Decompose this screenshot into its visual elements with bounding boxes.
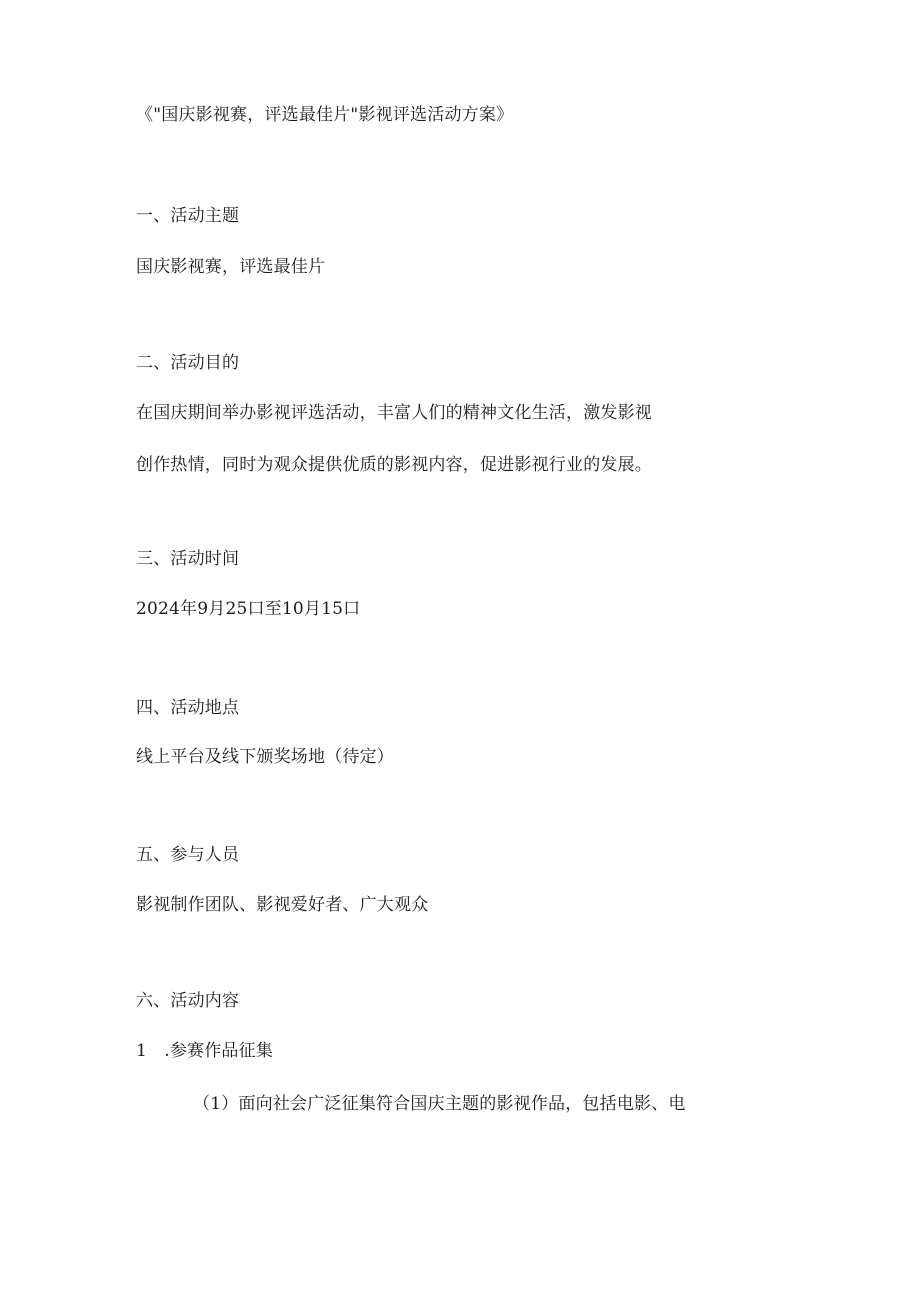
section-heading-theme: 一、活动主题 bbox=[136, 206, 240, 226]
section-heading-purpose: 二、活动目的 bbox=[136, 353, 240, 373]
section-text-time: 2024年9月25口至10月15口 bbox=[136, 599, 361, 619]
section-heading-time: 三、活动时间 bbox=[136, 549, 240, 569]
section-text-theme: 国庆影视赛，评选最佳片 bbox=[136, 257, 326, 277]
subsection-heading-submissions: 1 .参赛作品征集 bbox=[136, 1041, 274, 1061]
document-title: 《"国庆影视赛，评选最佳片"影视评选活动方案》 bbox=[136, 105, 514, 125]
section-heading-participants: 五、参与人员 bbox=[136, 845, 240, 865]
section-text-purpose-line-1: 在国庆期间举办影视评选活动，丰富人们的精神文化生活，激发影视 bbox=[136, 403, 652, 423]
section-text-purpose-line-2: 创作热情，同时为观众提供优质的影视内容，促进影视行业的发展。 bbox=[136, 455, 652, 475]
list-item-submissions-1: （1）面向社会广泛征集符合国庆主题的影视作品，包括电影、电 bbox=[193, 1094, 686, 1114]
section-text-location: 线上平台及线下颁奖场地（待定） bbox=[136, 747, 394, 767]
section-heading-location: 四、活动地点 bbox=[136, 698, 240, 718]
section-heading-content: 六、活动内容 bbox=[136, 991, 240, 1011]
section-text-participants: 影视制作团队、影视爱好者、广大观众 bbox=[136, 895, 429, 915]
